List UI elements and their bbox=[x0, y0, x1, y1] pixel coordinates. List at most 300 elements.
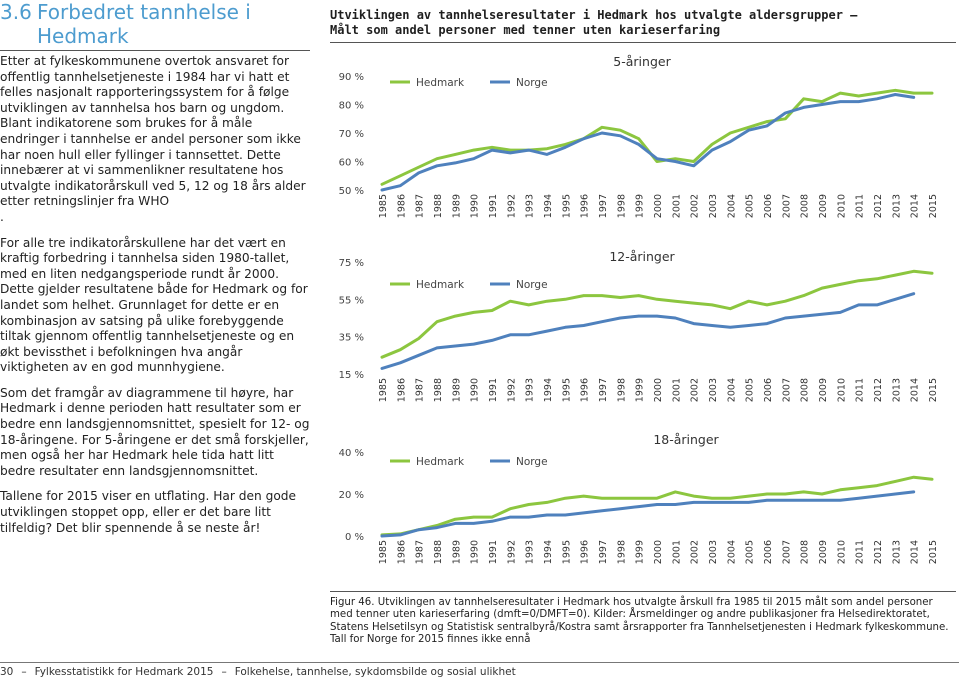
x-tick-label: 2002 bbox=[689, 540, 701, 565]
data-point bbox=[454, 518, 456, 520]
data-point bbox=[656, 160, 658, 162]
x-tick-label: 1994 bbox=[543, 540, 554, 565]
data-point bbox=[839, 311, 841, 313]
x-tick-label: 1997 bbox=[598, 378, 609, 403]
x-tick-label: 1990 bbox=[469, 540, 481, 565]
y-tick-label: 80 % bbox=[338, 100, 364, 112]
data-point bbox=[417, 172, 419, 174]
data-point bbox=[454, 315, 456, 317]
x-tick-label: 1992 bbox=[506, 194, 518, 219]
data-point bbox=[381, 189, 383, 191]
figure-heading bbox=[330, 8, 955, 38]
y-tick-label: 0 % bbox=[344, 532, 364, 543]
data-point bbox=[454, 345, 456, 347]
x-tick-label: 1987 bbox=[414, 540, 426, 565]
x-tick-label: 2006 bbox=[763, 194, 774, 219]
x-tick-label: 1999 bbox=[634, 378, 646, 403]
legend-label: Hedmark bbox=[416, 279, 465, 291]
data-point bbox=[527, 149, 529, 151]
x-tick-label: 2009 bbox=[818, 378, 829, 403]
data-point bbox=[546, 153, 548, 155]
data-point bbox=[784, 118, 786, 120]
data-point bbox=[637, 138, 639, 140]
x-tick-label: 1989 bbox=[451, 540, 463, 565]
data-point bbox=[619, 135, 621, 137]
x-tick-label: 2001 bbox=[671, 378, 683, 403]
data-point bbox=[399, 362, 401, 364]
data-point bbox=[509, 508, 511, 510]
data-point bbox=[601, 510, 603, 512]
data-point bbox=[766, 120, 768, 122]
x-tick-label: 1998 bbox=[616, 194, 628, 219]
figure-caption: Figur 46. Utviklingen av tannhelseresultater i Hedmark hos utvalgte årskull fra 1985 til 2015 målt som andel personer med tenner uten karieserfaring (dmft=0/DMFT=0). Kilder: Årsmeldinger og andre publikasjoner fra Helsedirektoratet, Statens Helsetilsyn og Statistisk sentralbyrå/Kostra samt årsrapporter fra Tannhelsetjenesten i Hedmark fylkeskommune. Tall for Norge for 2015 finnes ikke ennå bbox=[330, 597, 949, 646]
x-tick-label: 2013 bbox=[891, 378, 903, 403]
data-point bbox=[912, 92, 914, 94]
x-tick-label: 1993 bbox=[524, 194, 536, 219]
data-point bbox=[656, 315, 658, 317]
x-tick-label: 2013 bbox=[891, 540, 903, 565]
chart-title: 18-åringer bbox=[653, 432, 719, 447]
data-point bbox=[436, 165, 438, 167]
x-tick-label: 1990 bbox=[469, 194, 481, 219]
data-point bbox=[876, 495, 878, 497]
series-line-norge bbox=[382, 294, 914, 369]
x-tick-label: 1996 bbox=[579, 194, 591, 219]
data-point bbox=[399, 185, 401, 187]
x-tick-label: 2007 bbox=[781, 194, 793, 219]
data-point bbox=[931, 478, 933, 480]
data-point bbox=[857, 100, 859, 102]
data-point bbox=[747, 126, 749, 128]
data-point bbox=[912, 491, 914, 493]
data-point bbox=[766, 499, 768, 501]
data-point bbox=[894, 298, 896, 300]
data-point bbox=[399, 175, 401, 177]
data-point bbox=[711, 501, 713, 503]
x-tick-label: 1988 bbox=[433, 378, 444, 403]
legend-label: Hedmark bbox=[416, 77, 465, 89]
x-tick-label: 2000 bbox=[653, 194, 664, 219]
data-point bbox=[711, 149, 713, 151]
x-tick-label: 2003 bbox=[708, 540, 719, 565]
data-point bbox=[692, 322, 694, 324]
section-title-line2: Hedmark bbox=[37, 24, 129, 48]
y-tick-label: 15 % bbox=[338, 370, 364, 381]
data-point bbox=[509, 300, 511, 302]
x-tick-label: 1992 bbox=[506, 540, 518, 565]
x-tick-label: 1993 bbox=[524, 540, 536, 565]
data-point bbox=[381, 356, 383, 358]
x-tick-label: 1995 bbox=[561, 378, 573, 403]
data-point bbox=[711, 497, 713, 499]
data-point bbox=[619, 296, 621, 298]
data-point bbox=[931, 92, 933, 94]
data-point bbox=[692, 165, 694, 167]
y-tick-label: 60 % bbox=[338, 157, 364, 169]
data-point bbox=[381, 367, 383, 369]
paragraph-2: For alle tre indikatorårskullene har det vært en kraftig forbedring i tannhelsa siden 1980-tallet, med en liten nedgangsperiode rundt år 2000. Dette gjelder resultatene både for Hedmark og for landet som helhet. Grunnlaget for dette er en kombinasjon av satsing på ulike forebyggende tiltak gjennom offentlig tannhelsetjeneste og en økt bevissthet i befolkningen hva angår viktigheten av en god munnhygiene. bbox=[0, 235, 308, 375]
data-point bbox=[692, 302, 694, 304]
y-tick-label: 90 % bbox=[338, 72, 364, 83]
footer-subtitle: Folkehelse, tannhelse, sykdomsbilde og sosial ulikhet bbox=[234, 666, 516, 678]
x-tick-label: 2011 bbox=[854, 194, 866, 219]
x-tick-label: 2003 bbox=[708, 194, 719, 219]
data-point bbox=[802, 106, 804, 108]
data-point bbox=[436, 157, 438, 159]
charts-panel bbox=[330, 44, 956, 590]
x-tick-label: 1987 bbox=[414, 194, 426, 219]
x-tick-label: 2001 bbox=[671, 194, 683, 219]
data-point bbox=[747, 129, 749, 131]
body-text bbox=[0, 54, 312, 546]
data-point bbox=[876, 304, 878, 306]
data-point bbox=[784, 112, 786, 114]
x-tick-label: 2000 bbox=[653, 540, 664, 565]
data-point bbox=[472, 516, 474, 518]
x-tick-label: 1991 bbox=[488, 194, 499, 219]
x-tick-label: 2010 bbox=[836, 378, 848, 403]
x-tick-label: 1990 bbox=[469, 378, 481, 403]
data-point bbox=[674, 503, 676, 505]
data-point bbox=[436, 526, 438, 528]
x-tick-label: 1996 bbox=[579, 378, 591, 403]
x-tick-label: 1991 bbox=[488, 378, 499, 403]
x-tick-label: 2013 bbox=[891, 194, 903, 219]
data-point bbox=[876, 278, 878, 280]
x-tick-label: 1999 bbox=[634, 540, 646, 565]
x-tick-label: 1985 bbox=[378, 378, 389, 403]
data-point bbox=[619, 129, 621, 131]
x-tick-label: 2005 bbox=[744, 194, 756, 219]
y-tick-label: 55 % bbox=[338, 295, 364, 307]
x-tick-label: 2011 bbox=[854, 378, 866, 403]
data-point bbox=[509, 334, 511, 336]
data-point bbox=[381, 183, 383, 185]
data-point bbox=[894, 274, 896, 276]
data-point bbox=[912, 293, 914, 295]
data-point bbox=[821, 499, 823, 501]
x-tick-label: 2008 bbox=[799, 194, 811, 219]
x-tick-label: 1994 bbox=[543, 194, 554, 219]
data-point bbox=[839, 100, 841, 102]
x-tick-label: 1996 bbox=[579, 540, 591, 565]
data-point bbox=[802, 315, 804, 317]
data-point bbox=[582, 324, 584, 326]
data-point bbox=[747, 501, 749, 503]
data-point bbox=[784, 317, 786, 319]
x-tick-label: 2009 bbox=[818, 194, 829, 219]
data-point bbox=[857, 487, 859, 489]
legend-label: Norge bbox=[516, 77, 548, 89]
x-tick-label: 1997 bbox=[598, 194, 609, 219]
page-number: 30 bbox=[0, 666, 14, 678]
data-point bbox=[802, 491, 804, 493]
data-point bbox=[417, 337, 419, 339]
data-point bbox=[454, 522, 456, 524]
data-point bbox=[619, 317, 621, 319]
data-point bbox=[857, 497, 859, 499]
figure-heading-line2: Målt som andel personer med tenner uten karieserfaring bbox=[330, 23, 721, 37]
data-point bbox=[656, 298, 658, 300]
data-point bbox=[491, 516, 493, 518]
data-point bbox=[784, 499, 786, 501]
data-point bbox=[857, 95, 859, 97]
x-tick-label: 2012 bbox=[873, 194, 884, 219]
x-tick-label: 1985 bbox=[378, 194, 389, 219]
data-point bbox=[766, 304, 768, 306]
x-tick-label: 1999 bbox=[634, 194, 646, 219]
data-point bbox=[546, 514, 548, 516]
y-tick-label: 20 % bbox=[338, 490, 364, 501]
data-point bbox=[674, 491, 676, 493]
data-point bbox=[619, 508, 621, 510]
data-point bbox=[729, 326, 731, 328]
data-point bbox=[802, 499, 804, 501]
data-point bbox=[766, 125, 768, 127]
data-point bbox=[399, 534, 401, 536]
data-point bbox=[509, 152, 511, 154]
legend-label: Norge bbox=[516, 279, 548, 291]
data-point bbox=[546, 501, 548, 503]
data-point bbox=[876, 92, 878, 94]
data-point bbox=[454, 153, 456, 155]
x-tick-label: 1997 bbox=[598, 540, 609, 565]
data-point bbox=[766, 493, 768, 495]
data-point bbox=[729, 132, 731, 134]
chart-title: 5-åringer bbox=[613, 54, 671, 69]
data-point bbox=[656, 497, 658, 499]
data-point bbox=[637, 294, 639, 296]
data-point bbox=[417, 166, 419, 168]
x-tick-label: 2007 bbox=[781, 378, 793, 403]
x-tick-label: 2004 bbox=[726, 540, 738, 565]
data-point bbox=[527, 503, 529, 505]
data-point bbox=[564, 146, 566, 148]
footer-publication: Fylkesstatistikk for Hedmark 2015 bbox=[34, 666, 214, 678]
data-point bbox=[931, 272, 933, 274]
x-tick-label: 1989 bbox=[451, 378, 463, 403]
y-tick-label: 50 % bbox=[338, 186, 364, 197]
x-tick-label: 2010 bbox=[836, 540, 848, 565]
data-point bbox=[472, 522, 474, 524]
data-point bbox=[564, 326, 566, 328]
x-tick-label: 1985 bbox=[378, 540, 389, 565]
x-tick-label: 2014 bbox=[909, 378, 921, 403]
data-point bbox=[417, 529, 419, 531]
x-tick-label: 2011 bbox=[854, 540, 866, 565]
section-title-line1: Forbedret tannhelse i bbox=[37, 0, 251, 24]
data-point bbox=[912, 476, 914, 478]
x-tick-label: 2015 bbox=[928, 378, 939, 403]
data-point bbox=[582, 495, 584, 497]
data-point bbox=[509, 149, 511, 151]
x-tick-label: 2008 bbox=[799, 540, 811, 565]
data-point bbox=[711, 304, 713, 306]
x-tick-label: 2015 bbox=[928, 194, 939, 219]
section-number: 3.6 bbox=[0, 0, 32, 24]
data-point bbox=[674, 160, 676, 162]
data-point bbox=[527, 516, 529, 518]
x-tick-label: 1986 bbox=[396, 540, 408, 565]
x-tick-label: 2004 bbox=[726, 194, 738, 219]
data-point bbox=[582, 512, 584, 514]
data-point bbox=[656, 503, 658, 505]
data-point bbox=[839, 283, 841, 285]
x-tick-label: 2007 bbox=[781, 540, 793, 565]
x-tick-label: 2006 bbox=[763, 540, 774, 565]
data-point bbox=[692, 501, 694, 503]
data-point bbox=[674, 317, 676, 319]
data-point bbox=[472, 149, 474, 151]
data-point bbox=[821, 287, 823, 289]
data-point bbox=[381, 535, 383, 537]
data-point bbox=[491, 146, 493, 148]
data-point bbox=[582, 294, 584, 296]
data-point bbox=[876, 98, 878, 100]
divider-figure-top bbox=[330, 42, 956, 43]
data-point bbox=[674, 300, 676, 302]
x-tick-label: 2009 bbox=[818, 540, 829, 565]
x-tick-label: 2002 bbox=[689, 378, 701, 403]
divider-caption bbox=[330, 591, 956, 592]
x-tick-label: 2006 bbox=[763, 378, 774, 403]
data-point bbox=[784, 493, 786, 495]
data-point bbox=[491, 309, 493, 311]
y-tick-label: 40 % bbox=[338, 448, 364, 459]
x-tick-label: 1986 bbox=[396, 378, 408, 403]
data-point bbox=[619, 497, 621, 499]
series-line-norge bbox=[382, 95, 914, 191]
chart-title: 12-åringer bbox=[609, 249, 675, 264]
x-tick-label: 2010 bbox=[836, 194, 848, 219]
data-point bbox=[894, 493, 896, 495]
x-tick-label: 1991 bbox=[488, 540, 499, 565]
paragraph-1: Etter at fylkeskommunene overtok ansvaret for offentlig tannhelsetjeneste i 1984 har vi hatt et felles nasjonalt rapporteringssystem for å følge utviklingen av tannhelsa hos barn og ungdom. Blant indikatorene som brukes for å måle endringer i tannhelse er andel personer som ikke har noen hull eller fyllinger i tannsettet. Dette innebærer at vi sammenlikner resultatene hos utvalgte indikatorårskull ved 5, 12 og 18 års alder etter retningslinjer fra WHO bbox=[0, 54, 306, 209]
legend-label: Norge bbox=[516, 456, 548, 468]
data-point bbox=[472, 311, 474, 313]
footer-divider bbox=[0, 662, 959, 663]
data-point bbox=[399, 349, 401, 351]
data-point bbox=[821, 313, 823, 315]
x-tick-label: 2005 bbox=[744, 378, 756, 403]
data-point bbox=[637, 315, 639, 317]
data-point bbox=[729, 140, 731, 142]
data-point bbox=[876, 484, 878, 486]
data-point bbox=[601, 497, 603, 499]
data-point bbox=[601, 126, 603, 128]
data-point bbox=[509, 516, 511, 518]
data-point bbox=[821, 100, 823, 102]
data-point bbox=[894, 480, 896, 482]
x-tick-label: 1987 bbox=[414, 378, 426, 403]
x-tick-label: 2015 bbox=[928, 540, 939, 565]
data-point bbox=[729, 497, 731, 499]
divider-left bbox=[0, 50, 310, 51]
data-point bbox=[857, 279, 859, 281]
data-point bbox=[546, 330, 548, 332]
paragraph-3: Som det framgår av diagrammene til høyre, har Hedmark i denne perioden hatt resultater som er bedre enn landsgjennomsnittet, spesielt for 12- og 18-åringene. For 5-åringene er det små forskjeller, men også her har Hedmark hele tida hatt litt bedre resultater enn landsgjennomsnittet. bbox=[0, 385, 310, 478]
data-point bbox=[637, 143, 639, 145]
x-tick-label: 1998 bbox=[616, 540, 628, 565]
data-point bbox=[784, 300, 786, 302]
x-tick-label: 2012 bbox=[873, 540, 884, 565]
x-tick-label: 2004 bbox=[726, 378, 738, 403]
x-tick-label: 2014 bbox=[909, 540, 921, 565]
data-point bbox=[601, 132, 603, 134]
x-tick-label: 1988 bbox=[433, 540, 444, 565]
data-point bbox=[674, 157, 676, 159]
data-point bbox=[839, 499, 841, 501]
data-point bbox=[692, 495, 694, 497]
x-tick-label: 1994 bbox=[543, 378, 554, 403]
data-point bbox=[491, 149, 493, 151]
x-tick-label: 1992 bbox=[506, 378, 518, 403]
data-point bbox=[729, 307, 731, 309]
data-point bbox=[839, 489, 841, 491]
data-point bbox=[527, 334, 529, 336]
y-tick-label: 35 % bbox=[338, 332, 364, 344]
y-tick-label: 70 % bbox=[338, 129, 364, 140]
data-point bbox=[821, 103, 823, 105]
data-point bbox=[766, 322, 768, 324]
data-point bbox=[601, 321, 603, 323]
data-point bbox=[417, 354, 419, 356]
data-point bbox=[711, 324, 713, 326]
data-point bbox=[729, 501, 731, 503]
data-point bbox=[564, 497, 566, 499]
data-point bbox=[802, 98, 804, 100]
x-tick-label: 1989 bbox=[451, 194, 463, 219]
data-point bbox=[436, 321, 438, 323]
data-point bbox=[582, 138, 584, 140]
y-tick-label: 75 % bbox=[338, 258, 364, 269]
series-line-hedmark bbox=[382, 90, 932, 184]
data-point bbox=[564, 298, 566, 300]
footer-dash-2: – bbox=[221, 666, 227, 678]
footer-dash: – bbox=[21, 666, 27, 678]
data-point bbox=[546, 300, 548, 302]
data-point bbox=[711, 143, 713, 145]
data-point bbox=[802, 294, 804, 296]
paragraph-4: Tallene for 2015 viser en utflating. Har den gode utviklingen stoppet opp, eller er det bare litt tilfeldig? Det blir spennende å se neste år! bbox=[0, 489, 297, 535]
data-point bbox=[472, 343, 474, 345]
legend-label: Hedmark bbox=[416, 456, 465, 468]
x-tick-label: 2000 bbox=[653, 378, 664, 403]
data-point bbox=[912, 96, 914, 98]
data-point bbox=[747, 324, 749, 326]
data-point bbox=[637, 497, 639, 499]
page-footer bbox=[0, 666, 524, 678]
x-tick-label: 2002 bbox=[689, 194, 701, 219]
paragraph-1-end: . bbox=[0, 209, 4, 224]
data-point bbox=[564, 514, 566, 516]
section-title bbox=[0, 0, 320, 48]
series-line-hedmark bbox=[382, 477, 932, 535]
data-point bbox=[491, 520, 493, 522]
data-point bbox=[527, 304, 529, 306]
data-point bbox=[747, 300, 749, 302]
data-point bbox=[747, 495, 749, 497]
data-point bbox=[601, 294, 603, 296]
data-point bbox=[894, 93, 896, 95]
data-point bbox=[637, 505, 639, 507]
data-point bbox=[491, 339, 493, 341]
x-tick-label: 1993 bbox=[524, 378, 536, 403]
data-point bbox=[692, 160, 694, 162]
x-tick-label: 1988 bbox=[433, 194, 444, 219]
x-tick-label: 1986 bbox=[396, 194, 408, 219]
x-tick-label: 2014 bbox=[909, 194, 921, 219]
